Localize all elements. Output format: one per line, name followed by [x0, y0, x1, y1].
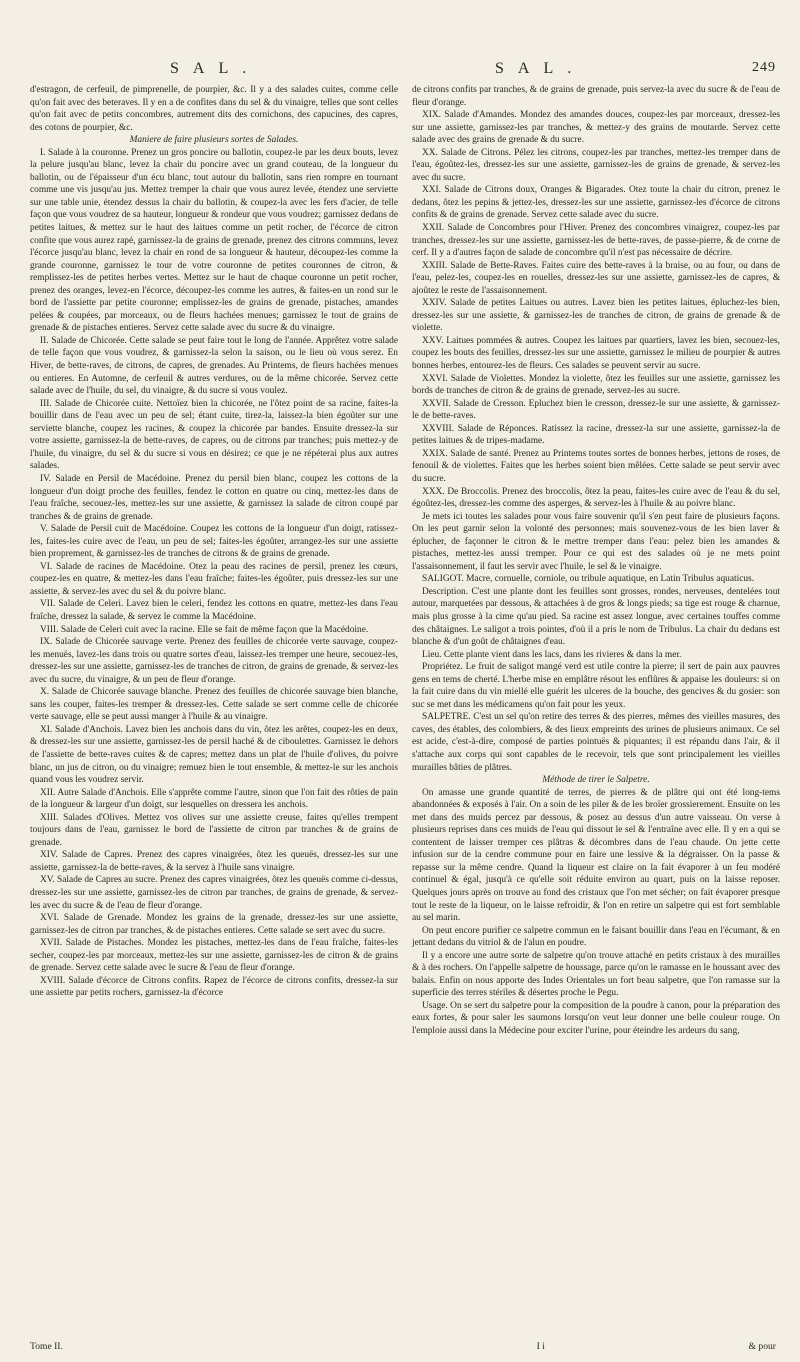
right-paragraph: XXVI. Salade de Violettes. Mondez la violette, ôtez les feuilles sur une assiette, garnissez les bords de tranches de citron & de grains de grenade, servez-les au sucre.	[412, 373, 780, 397]
left-column	[30, 84, 398, 1038]
left-paragraph: XVII. Salade de Pistaches. Mondez les pistaches, mettez-les dans de l'eau fraîche, faites-les secher, coupez-les par morceaux, mettez-les sur une assiette, garnissez-les de citron & de grains de grenade. Servez cette salade avec le sucre & l'eau de fleur d'orange.	[30, 938, 398, 974]
right-paragraph: Lieu. Cette plante vient dans les lacs, dans les rivieres & dans la mer.	[422, 649, 682, 660]
right-paragraph: Description. C'est une plante dont les feuilles sont grosses, rondes, nerveuses, dentelées tout autour, marquetées par dessous, & attachées à de gros & longs pieds; sa tige est rouge & charnue, mais plus grosse à la cime qu'au pied. Sa racine est assez longue, avec certaines touffes comme des châtaignes. Le saligot a trois pointes, d'où il a pris le nom de Tribulus. La chair du dedans est blanche & d'un goût de châtaignes d'eau.	[412, 586, 780, 648]
left-paragraph: XVIII. Salade d'écorce de Citrons confits. Rapez de l'écorce de citrons confits, dressez-la sur une assiette par petits rochers, garnissez-la d'écorce	[30, 975, 398, 999]
left-paragraph: VII. Salade de Celeri. Lavez bien le celeri, fendez les cottons en quatre, mettez-les dans l'eau fraîche, dressez la salade, & servez le comme la Macédoine.	[30, 599, 398, 622]
right-paragraph: XXIX. Salade de santé. Prenez au Printems toutes sortes de bonnes herbes, jettons de roses, de fenouil & de violettes. Faites que les herbes soient bien mêlées. Cette salade se peut servir avec du sucre.	[412, 448, 780, 484]
right-paragraph: XXIV. Salade de petites Laitues ou autres. Lavez bien les petites laitues, épluchez-les bien, dressez-les sur une assiette, & garnissez-les de tranches de citron, de grains de grenade & de violette.	[412, 298, 780, 334]
left-paragraph: III. Salade de Chicorée cuite. Nettoïez bien la chicorée, ne l'ôtez point de sa racine, faites-la bouillir dans de l'eau avec un peu de sel; étant cuite, tirez-la, laissez-la bien égoûter sur une serviette blanche, coupez les racines, & coupez la chicorée par bandes. Ensuite dressez-la sur votre assiette, garnissez-la de bette-raves, de capres, ou de citrons par tranches; puis mettez-y de l'huile, du vinaigre, du sel & du sucre si vous en désirez; ce que je ne répéterai plus aux autres salades.	[30, 398, 398, 472]
right-paragraph: XXVII. Salade de Cresson. Epluchez bien le cresson, dressez-le sur une assiette, & garnissez-le de bette-raves.	[412, 398, 780, 422]
right-paragraph: de citrons confits par tranches, & de grains de grenade, puis servez-la avec du sucre & de l'eau de fleur d'orange.	[412, 85, 780, 108]
left-paragraph: IV. Salade en Persil de Macédoine. Prenez du persil bien blanc, coupez les cottons de la longueur d'un doigt proche des feuilles, fendez le cotton en quatre ou cinq, mettez-les dans de l'eau fraîche, secouez-les, mettez-les sur une assiette, & garnissez la salade de citron coupé par tranches & de grains de grenade.	[30, 473, 398, 522]
catchword: & pour	[748, 1341, 776, 1352]
right-paragraph: On amasse une grande quantité de terres, de pierres & de plâtre qui ont été long-tems abandonnées & exposés à l'air. On a soin de les piler & de les broïer grossierement. Ensuite on les met dans des muids percez par dessous, & posez au dessus d'un autre vaisseau. On verse à plusieurs reprises dans ces muids de l'eau qui dissout le sel & l'entraîne avec elle. Il y en a qui se contentent de laisser tremper ces plâtras & décombres dans de l'eau chaude. On jette cette infusion sur de la cendre commune pour en faire une lessive & la dégraisser. On la passe & repasse sur la même cendre. Quand la liqueur est claire on la fait évaporer à un feu modéré continuel & égal, jusqu'à ce qu'elle soit réduite environ au quart, puis on la laisse reposer. Quelques jours après on trouve au fond des cristaux que l'on met sécher; on fait évaporer presque tout le reste de la liqueur, on le laisse refroidir, & l'on en retire un salpetre qui est fort semblable au sel marin.	[412, 787, 780, 924]
left-paragraph: XV. Salade de Capres au sucre. Prenez des capres vinaigrées, ôtez les queuës comme ci-dessus, dressez-les sur une assiette, garnissez-les de citron par tranches, de grains de grenade, & servez-les avec du sucre & de l'eau de fleur d'orange.	[30, 875, 398, 911]
page-number: 249	[752, 60, 776, 75]
left-paragraph: II. Salade de Chicorée. Cette salade se peut faire tout le long de l'année. Apprêtez votre salade de telle façon que vous voudrez, & garnissez-la selon la saison, ou le lieu où vous serez. En Hiver, de bette-raves, de citrons, de capres, de grenades. Au Printems, de fleurs hachées menues ou entieres. En Automne, de cerfeuil & autres verdures, ou de la même chicorée. Servez cette salade avec de l'huile, du sel, du vinaigre, & du sucre si vous voulez.	[30, 335, 398, 397]
right-paragraph: XXIII. Salade de Bette-Raves. Faites cuire des bette-raves à la braise, ou au four, ou dans de l'eau, pelez-les, coupez-les en rouelles, dressez-les sur une assiette, garnissez-les de capres, & ajoûtez le reste de l'assaisonnement.	[412, 260, 780, 296]
left-paragraph: IX. Salade de Chicorée sauvage verte. Prenez des feuilles de chicorée verte sauvage, coupez-les menuës, lavez-les dans trois ou quatre sortes d'eau, laissez-les tremper une heure, secouez-les, dressez-les sur une assiette, garnissez-les de tranches de citron, de grains de grenade, & servez-les avec du sucre, du vinaigre, & un peu de fleur d'orange.	[30, 637, 398, 685]
right-paragraph: XXII. Salade de Concombres pour l'Hiver. Prenez des concombres vinaigrez, coupez-les par tranches, dressez-les sur une assiette, garnissez-les de bette-raves, de passe-pierre, & de corne de cerf. Il y a d'autres façon de salade de concombre qu'il n'est pas nécessaire de décrire.	[412, 223, 780, 259]
right-column	[412, 84, 780, 1038]
right-section-heading: Méthode de tirer le Salpetre.	[542, 775, 650, 786]
signature-mark: I i	[536, 1341, 545, 1352]
right-paragraph: SALPETRE. C'est un sel qu'on retire des terres & des pierres, mêmes des vieilles masures, des caves, des étables, des colombiers, & des lieux empreints des urines de plusieurs animaux. Ce sel est acide, c'est-à-dire, composé de parties pointuës & piquantes; il est répandu dans l'air, & il s'attache aux corps qui sont capables de le recevoir, tels que sont principalement les vieilles murailles bâties de plâtres.	[412, 712, 780, 773]
left-section-heading: Maniere de faire plusieurs sortes de Salades.	[129, 135, 299, 146]
left-paragraph: I. Salade à la couronne. Prenez un gros poncire ou ballotin, coupez-le par les deux bouts, levez la pelure jusqu'au blanc, levez la chair du poncire avec un grand couteau, de la longueur du ballotin, ou de l'épaisseur d'un écu blanc, tout autour du ballotin, sans rien rompre en tournant comme une vis jusqu'au jus. Mettez tremper la chair que vous aurez levée, étendez une serviette sur une table unie, étendez dessus la chair du ballotin, & coupez-la avec les fers d'acier, de telle façon que vous voudrez de sa hauteur, longueur & rondeur que vous voudrez; garnissez dedans de petites laitues, & mettez sur le haut des laitues comme un petit rocher, de l'écorce de citron confite que vous aurez rapé, garnissez-la de grains de grenade, prenez des citrons communs, levez l'écorce jusqu'au blanc, levez la chair en rond de sa longueur & hauteur, découpez-les comme la grande couronne, garnissez le tour de votre couronne de petites couronnes de citron, & remplissez-les de petites herbes vertes. Mettez sur le haut de chaque couronne un petit rocher, prenez des oranges, levez-en l'écorce, découpez-les comme les autres, & faites-en un rond sur le bord de l'assiette par petite couronne; emplissez-les de grains de grenade, pistaches, amandes pelées & coupées, par morceaux, ou de fleurs hachées menues; garnissez le tout de grains de grenade & de pistaches entieres. Servez cette salade avec du sucre & du vinaigre.	[30, 147, 398, 334]
right-paragraph: On peut encore purifier ce salpetre commun en le faisant bouillir dans l'eau en l'écumant, & en jettant dedans du vitriol & de l'alun en poudre.	[412, 925, 780, 949]
volume-label: Tome II.	[30, 1341, 63, 1352]
left-paragraph: XIII. Salades d'Olives. Mettez vos olives sur une assiette creuse, faites qu'elles trempent toujours dans de l'eau, garnissez le bord de l'assiette de citron par tranches & de grains de grenade.	[30, 812, 398, 848]
right-paragraph: Propriétez. Le fruit de saligot mangé verd est utile contre la pierre; il sert de pain aux pauvres gens en tems de cherté. L'herbe mise en emplâtre résout les enflûres & appaise les douleurs: si on la fait cuire dans du vin miellé elle guérit les ulceres de la bouche, des gencives & du gosier: son suc se met dans les médicamens qu'on fait pour les yeux.	[412, 662, 780, 710]
left-paragraph: XI. Salade d'Anchois. Lavez bien les anchois dans du vin, ôtez les arêtes, coupez-les en deux, & dressez-les sur une assiette, garnissez-les de persil haché & de ciboulettes. Garnissez le dehors de l'assiette de bette-raves cuites & de capres; mettez dans un plat de l'huile d'olives, du poivre blanc, un jus de citron, ou du vinaigre; remuez bien le tout ensemble, & mettez-le sur les anchois quand vous les voudrez servir.	[30, 724, 398, 786]
left-paragraph: XVI. Salade de Grenade. Mondez les grains de la grenade, dressez-les sur une assiette, garnissez-les de citron par tranches, & de pistaches entieres. Cette salade se sert avec du sucre.	[30, 913, 398, 936]
text-columns	[30, 84, 780, 1038]
right-paragraph: XXVIII. Salade de Réponces. Ratissez la racine, dressez-la sur une assiette, garnissez-la de petites laitues & de tripes-madame.	[412, 423, 780, 447]
left-paragraph: XIV. Salade de Capres. Prenez des capres vinaigrées, ôtez les queuës, dressez-les sur une assiette, garnissez-la de bette-raves, & la servez à l'huile sans vinaigre.	[30, 850, 398, 873]
left-paragraph: VIII. Salade de Celeri cuit avec la racine. Elle se fait de même façon que la Macédoine.	[40, 624, 369, 635]
page-footer	[30, 1341, 776, 1352]
right-paragraph: Usage. On se sert du salpetre pour la composition de la poudre à canon, pour la préparation des eaux fortes, & pour saler les saumons lorsqu'on veut leur donner une belle couleur rouge. On l'emploie aussi dans la Médecine pour exciter l'urine, pour éteindre les ardeurs du sang,	[412, 1000, 780, 1037]
right-paragraph: Je mets ici toutes les salades pour vous faire souvenir qu'il s'en peut faire de plusieurs façons. On les peut garnir selon la volonté des personnes; mais souvenez-vous de les bien laver & éplucher, de façonner le citron & le mettre tremper dans l'eau: pelez bien les amandes & pistaches, mettez-les aussi tremper. Pour ce qui est des salades où je ne mets point l'assaisonnement, il faut les servir avec l'huile, le sel & le vinaigre.	[412, 511, 780, 572]
running-head-right: SAL.	[495, 60, 586, 77]
left-paragraph: d'estragon, de cerfeuil, de pimprenelle, de pourpier, &c. Il y a des salades cuites, comme celle qu'on fait avec des beteraves. Il y en a de confites dans du sel & du vinaigre, telles que sont celles qu'on fait avec de petits concombres, autrement dits des cornichons, des capucines, des capres, des cotons de pourpier, &c.	[30, 85, 398, 133]
right-paragraph: Il y a encore une autre sorte de salpetre qu'on trouve attaché en petits cristaux à des murailles & à des rochers. On l'appelle salpetre de houssage, parce qu'on le ramasse en le houssant avec des balais. Enfin on nous apporte des Indes Orientales un fort beau salpetre, que l'on ramasse sur la superficie des terres stériles & désertes proche le Pegu.	[412, 950, 780, 999]
right-paragraph: XXV. Laitues pommées & autres. Coupez les laitues par quartiers, lavez les bien, secouez-les, coupez les bouts des feuilles, dressez-les sur une assiette, garnissez le milieu de pourpier & autres bonnes herbes, entourez-les de fleurs. Ces salades se peuvent servir au sucre.	[412, 335, 780, 372]
right-paragraph: XX. Salade de Citrons. Pélez les citrons, coupez-les par tranches, mettez-les tremper dans de l'eau, égoûtez-les, dressez-les sur une assiette, garnissez-les de grains de grenade, & servez-les avec du sucre.	[412, 147, 780, 183]
right-paragraph: SALIGOT. Macre, cornuelle, corniole, ou tribule aquatique, en Latin Tribulus aquaticus.	[422, 574, 755, 585]
left-paragraph: VI. Salade de racines de Macédoine. Otez la peau des racines de persil, prenez les cœurs, coupez-les en quatre, & mettez-les dans l'eau fraîche; faites-les égoûter, puis dressez-les sur une assiette, & servez-les avec du sel & du poivre blanc.	[30, 561, 398, 597]
left-paragraph: XII. Autre Salade d'Anchois. Elle s'apprête comme l'autre, sinon que l'on fait des rôties de pain de la longueur & largeur d'un doigt, sur lesquelles on dressera les anchois.	[30, 787, 398, 811]
right-paragraph: XIX. Salade d'Amandes. Mondez des amandes douces, coupez-les par morceaux, dressez-les sur une assiette, garnissez-les par tranches, & mettez-y des grains de moutarde. Servez cette salade avec des grains de grenade & du sucre.	[412, 110, 780, 146]
running-head-left: SAL.	[170, 60, 261, 77]
right-paragraph: XXI. Salade de Citrons doux, Oranges & Bigarades. Otez toute la chair du citron, prenez le dedans, ôtez les pepins & jettez-les, dressez-les sur une assiette, garnissez-les d'écorce de citrons confits & de grains de grenade. Servez cette salade avec du sucre.	[412, 185, 780, 221]
right-paragraph: XXX. De Broccolis. Prenez des broccolis, ôtez la peau, faites-les cuire avec de l'eau & du sel, égoûtez-les, dressez-les comme des asperges, & servez-les à l'huile & au poivre blanc.	[412, 486, 780, 510]
left-paragraph: X. Salade de Chicorée sauvage blanche. Prenez des feuilles de chicorée sauvage bien blanche, sans les couper, faites-les tremper & dressez-les. Cette salade se sert comme celle de chicorée verte sauvage, elle se peut aussi manger à l'huile & au vinaigre.	[30, 687, 398, 723]
left-paragraph: V. Salade de Persil cuit de Macédoine. Coupez les cottons de la longueur d'un doigt, ratissez-les, faites-les cuire avec de l'eau, un peu de sel; faites-les égoûter, arrangez-les sur une assiette bien proprement, & garnissez-les de tranches de citrons & de grains de grenade.	[30, 524, 398, 560]
